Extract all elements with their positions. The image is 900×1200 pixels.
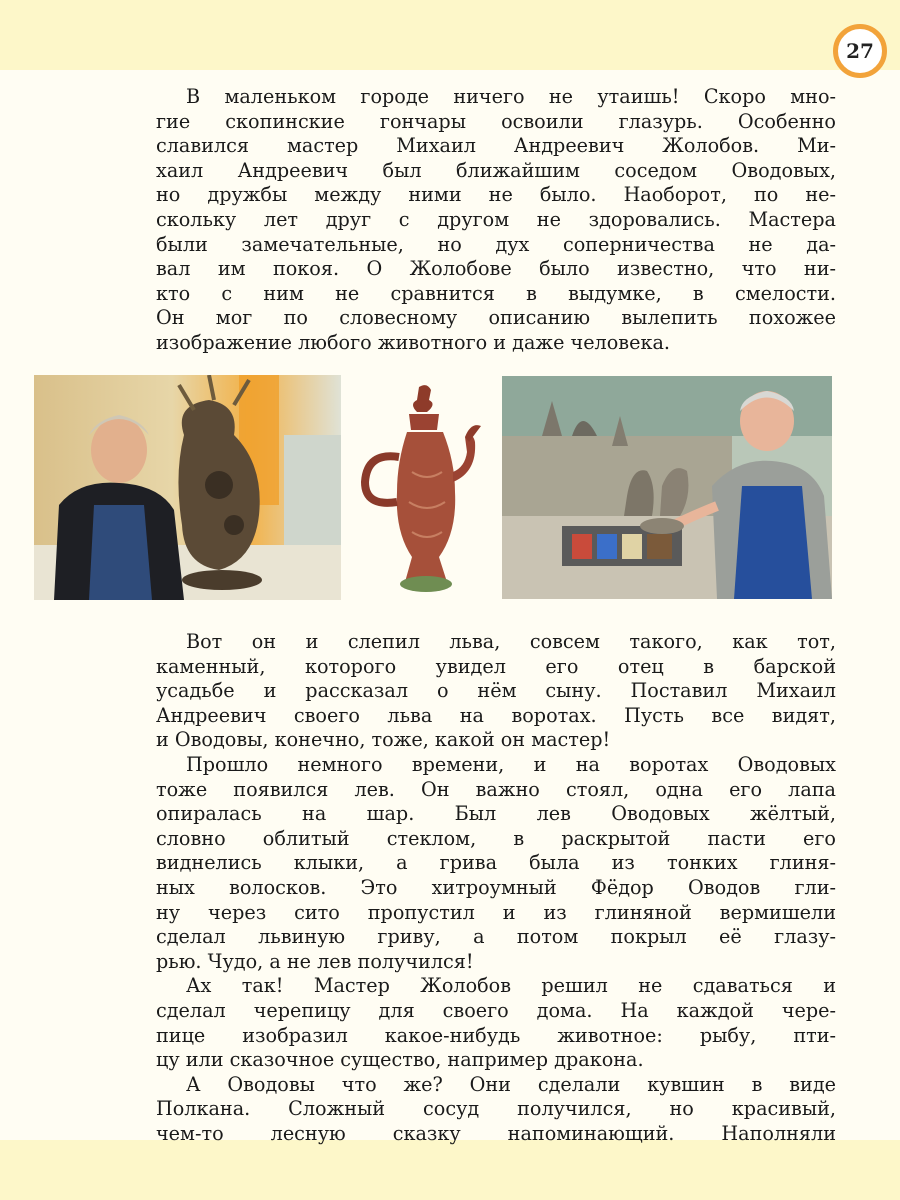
- text-line: изображение любого животного и даже человека.: [156, 330, 670, 354]
- text-line: словно облитый стеклом, в раскрытой пасти его: [156, 826, 836, 850]
- text-line: Ах так! Мастер Жолобов решил не сдаваться и: [186, 974, 836, 998]
- text-line: цу или сказочное существо, например дракона.: [156, 1048, 644, 1072]
- text-line: сделал львиную гриву, а потом покрыл её глазу-: [156, 925, 836, 949]
- text-line: но дружбы между ними не было. Наоборот, по не-: [156, 183, 836, 207]
- text-line: вал им покоя. О Жолобове было известно, что ни-: [156, 257, 836, 281]
- page-number: 27: [846, 39, 874, 63]
- text-line: Вот он и слепил льва, совсем такого, как тот,: [186, 630, 836, 653]
- text-line: скольку лет друг с другом не здоровались. Мастера: [156, 207, 836, 231]
- text-line: хаил Андреевич был ближайшим соседом Оводовых,: [156, 158, 836, 182]
- text-line: и Оводовы, конечно, тоже, какой он мастер!: [156, 728, 611, 752]
- text-line: В маленьком городе ничего не утаишь! Скоро мно-: [186, 85, 836, 108]
- text-line: сделал черепицу для своего дома. На каждой чере-: [156, 998, 836, 1022]
- text-line: каменный, которого увидел его отец в барской: [156, 654, 836, 678]
- text-line: чем-то лесную сказку напоминающий. Наполняли: [156, 1121, 836, 1145]
- text-line: пице изобразил какое-нибудь животное: рыбу, пти-: [156, 1023, 836, 1047]
- footer-band: [0, 1140, 900, 1200]
- text-line: Полкана. Сложный сосуд получился, но красивый,: [156, 1097, 836, 1121]
- text-line: славился мастер Михаил Андреевич Жолобов. Ми-: [156, 134, 836, 158]
- text-line: тоже появился лев. Он важно стоял, одна его лапа: [156, 777, 836, 801]
- photo-woman-with-pottery: [34, 375, 341, 600]
- text-line: рью. Чудо, а не лев получился!: [156, 949, 474, 973]
- text-line: гие скопинские гончары освоили глазурь. Особенно: [156, 109, 836, 133]
- header-band: [0, 0, 900, 70]
- text-line: ных волосков. Это хитроумный Фёдор Оводов гли-: [156, 875, 836, 899]
- text-line: опиралась на шар. Был лев Оводовых жёлтый,: [156, 802, 836, 826]
- text-line: Прошло немного времени, и на воротах Оводовых: [186, 752, 836, 776]
- text-line: были замечательные, но дух соперничества не да-: [156, 232, 836, 256]
- text-line: Андреевич своего льва на воротах. Пусть все видят,: [156, 703, 836, 727]
- text-line: А Оводовы что же? Они сделали кувшин в виде: [186, 1072, 836, 1096]
- paragraph-bottom: [156, 630, 836, 1146]
- photo-old-potter-at-work: [502, 376, 832, 599]
- page-number-badge: [833, 24, 887, 78]
- paragraph-top: [156, 85, 836, 356]
- photo-ceramic-jug: [357, 382, 487, 598]
- text-line: Он мог по словесному описанию вылепить похожее: [156, 306, 836, 330]
- text-line: виднелись клыки, а грива была из тонких глиня-: [156, 851, 836, 875]
- text-line: усадьбе и рассказал о нём сыну. Поставил Михаил: [156, 679, 836, 703]
- text-line: ну через сито пропустил и из глиняной вермишели: [156, 900, 836, 924]
- text-line: кто с ним не сравнится в выдумке, в смелости.: [156, 281, 836, 305]
